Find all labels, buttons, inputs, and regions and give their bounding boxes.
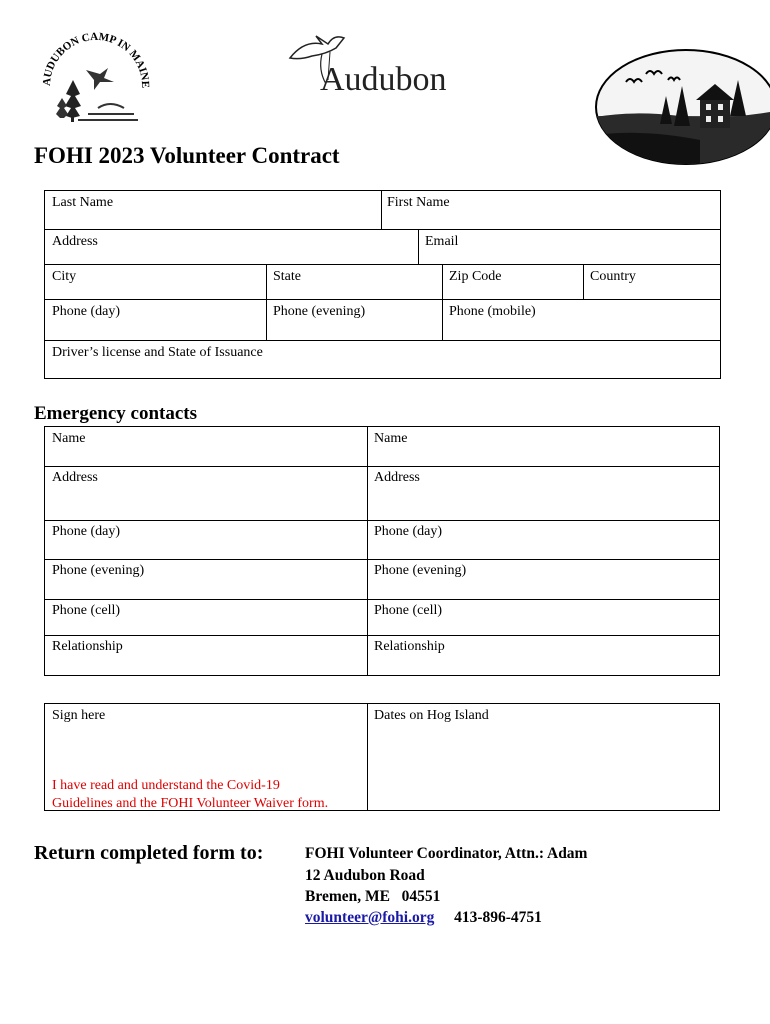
last-name-field[interactable]: Last Name bbox=[52, 195, 114, 210]
waiver-notice-line2: Guidelines and the FOHI Volunteer Waiver form. bbox=[52, 796, 329, 811]
state-field[interactable]: State bbox=[273, 269, 301, 284]
emergency-contacts-heading: Emergency contacts bbox=[34, 403, 198, 424]
audubon-logo bbox=[282, 30, 482, 100]
audubon-camp-logo bbox=[38, 28, 150, 124]
svg-text:AUDUBON CAMP IN MAINE: AUDUBON CAMP IN MAINE bbox=[40, 30, 150, 89]
zip-code-field[interactable]: Zip Code bbox=[449, 269, 502, 284]
contact2-phone-day-field[interactable]: Phone (day) bbox=[374, 524, 443, 539]
contact1-phone-cell-field[interactable]: Phone (cell) bbox=[52, 603, 121, 618]
contact2-phone-cell-field[interactable]: Phone (cell) bbox=[374, 603, 443, 618]
contact2-name-field[interactable]: Name bbox=[374, 431, 408, 446]
contact1-address-field[interactable]: Address bbox=[52, 470, 98, 485]
return-label: Return completed form to: bbox=[34, 842, 264, 864]
volunteer-email-link[interactable]: volunteer@fohi.org bbox=[305, 909, 435, 926]
return-city: Bremen, ME 04551 bbox=[305, 888, 441, 905]
return-coordinator: FOHI Volunteer Coordinator, Attn.: Adam bbox=[305, 845, 588, 862]
contact2-address-field[interactable]: Address bbox=[374, 470, 420, 485]
page-title: FOHI 2023 Volunteer Contract bbox=[34, 143, 340, 168]
phone-mobile-field[interactable]: Phone (mobile) bbox=[449, 304, 536, 319]
return-contact-line bbox=[305, 909, 542, 927]
sign-here-field[interactable]: Sign here bbox=[52, 708, 106, 723]
contact1-phone-evening-field[interactable]: Phone (evening) bbox=[52, 563, 145, 578]
phone-evening-field[interactable]: Phone (evening) bbox=[273, 304, 366, 319]
contact1-relationship-field[interactable]: Relationship bbox=[52, 639, 123, 654]
dates-on-hog-island-field[interactable]: Dates on Hog Island bbox=[374, 708, 489, 723]
waiver-notice bbox=[52, 777, 328, 813]
contact2-phone-evening-field[interactable]: Phone (evening) bbox=[374, 563, 467, 578]
city-field[interactable]: City bbox=[52, 269, 77, 284]
contact2-relationship-field[interactable]: Relationship bbox=[374, 639, 445, 654]
address-field[interactable]: Address bbox=[52, 234, 98, 249]
island-logo bbox=[590, 46, 770, 168]
audubon-logo-text: Audubon bbox=[320, 61, 447, 98]
first-name-field[interactable]: First Name bbox=[387, 195, 450, 210]
country-field[interactable]: Country bbox=[590, 269, 636, 284]
waiver-notice-line1: I have read and understand the Covid-19 bbox=[52, 778, 280, 793]
contact1-name-field[interactable]: Name bbox=[52, 431, 86, 446]
email-field[interactable]: Email bbox=[425, 234, 459, 249]
contact1-phone-day-field[interactable]: Phone (day) bbox=[52, 524, 121, 539]
return-street: 12 Audubon Road bbox=[305, 867, 425, 884]
phone-day-field[interactable]: Phone (day) bbox=[52, 304, 121, 319]
return-phone: 413-896-4751 bbox=[454, 909, 542, 926]
drivers-license-field[interactable]: Driver’s license and State of Issuance bbox=[52, 345, 263, 360]
